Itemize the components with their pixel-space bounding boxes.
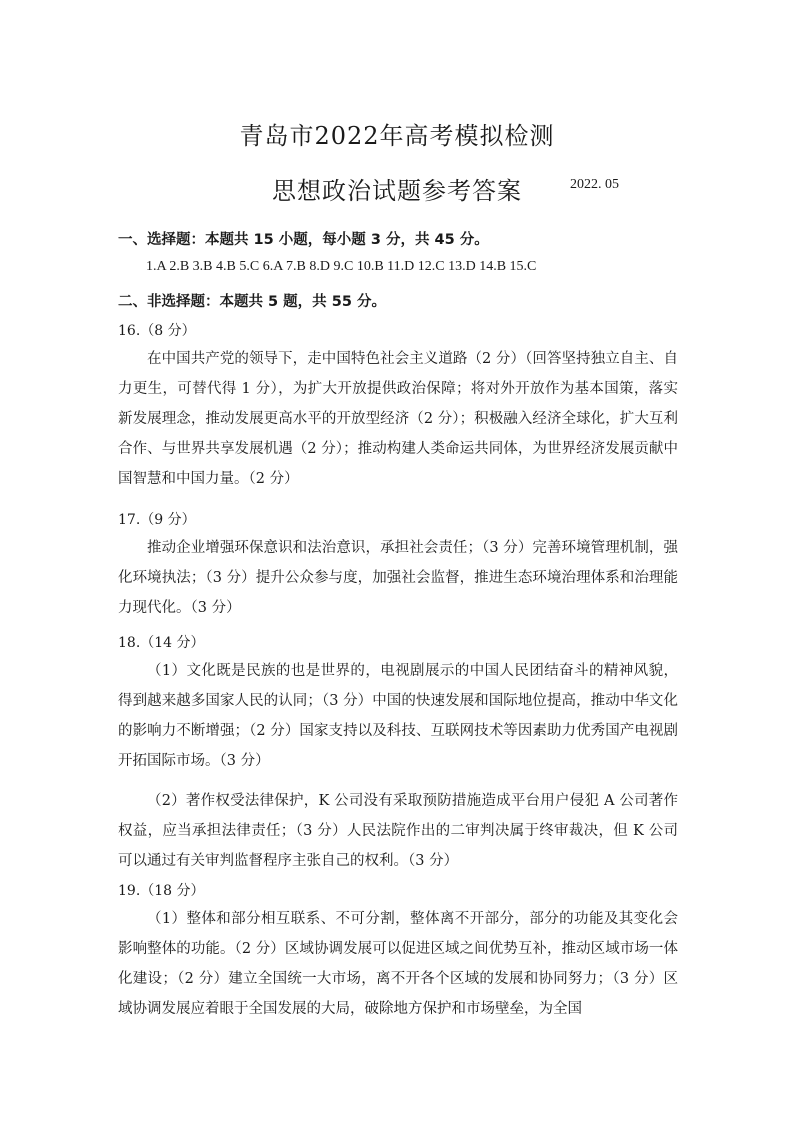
question-label: 19.（18 分） (118, 883, 205, 899)
answer-paragraph: （2）著作权受法律保护，K 公司没有采取预防措施造成平台用户侵犯 A 公司著作权益，应当承担法律责任；（3 分）人民法院作出的二审判决属于终审裁决，但 K 公司可以通过有关审判监督程序主张自己的权利。（3 分） (118, 793, 678, 869)
page-subtitle: 思想政治试题参考答案 (272, 177, 522, 205)
question-label: 18.（14 分） (118, 635, 205, 651)
choice-answers: 1.A 2.B 3.B 4.B 5.C 6.A 7.B 8.D 9.C 10.B 11.D 12.C 13.D 14.B 15.C (146, 259, 537, 274)
section-heading-nonchoice: 二、非选择题：本题共 5 题，共 55 分。 (118, 294, 386, 310)
question-label: 17.（9 分） (118, 512, 196, 528)
answer-paragraph: （1）文化既是民族的也是世界的，电视剧展示的中国人民团结奋斗的精神风貌，得到越来越多国家人民的认同；（3 分）中国的快速发展和国际地位提高，推动中华文化的影响力不断增强；（2 分）国家支持以及科技、互联网技术等因素助力优秀国产电视剧开拓国际市场。（3 分） (118, 663, 678, 769)
answer-paragraph: （1）整体和部分相互联系、不可分割，整体离不开部分，部分的功能及其变化会影响整体的功能。（2 分）区域协调发展可以促进区域之间优势互补，推动区域市场一体化建设；（2 分）建立全国统一大市场，离不开各个区域的发展和协同努力；（3 分）区域协调发展应着眼于全国发展的大局，破除地方保护和市场壁垒，为全国 (118, 911, 678, 1017)
exam-date: 2022. 05 (570, 177, 619, 192)
page-title: 青岛市2022年高考模拟检测 (239, 122, 555, 150)
answer-paragraph: 推动企业增强环保意识和法治意识，承担社会责任；（3 分）完善环境管理机制，强化环境执法；（3 分）提升公众参与度，加强社会监督，推进生态环境治理体系和治理能力现代化。（3 分） (118, 540, 678, 616)
answer-paragraph: 在中国共产党的领导下，走中国特色社会主义道路（2 分）（回答坚持独立自主、自力更生，可替代得 1 分），为扩大开放提供政治保障；将对外开放作为基本国策，落实新发展理念，推动发展更高水平的开放型经济（2 分）；积极融入经济全球化，扩大互利合作、与世界共享发展机遇（2 分）；推动构建人类命运共同体，为世界经济发展贡献中国智慧和中国力量。（2 分） (118, 351, 678, 487)
question-label: 16.（8 分） (118, 323, 196, 339)
section-heading-choice: 一、选择题：本题共 15 小题，每小题 3 分，共 45 分。 (118, 232, 489, 248)
